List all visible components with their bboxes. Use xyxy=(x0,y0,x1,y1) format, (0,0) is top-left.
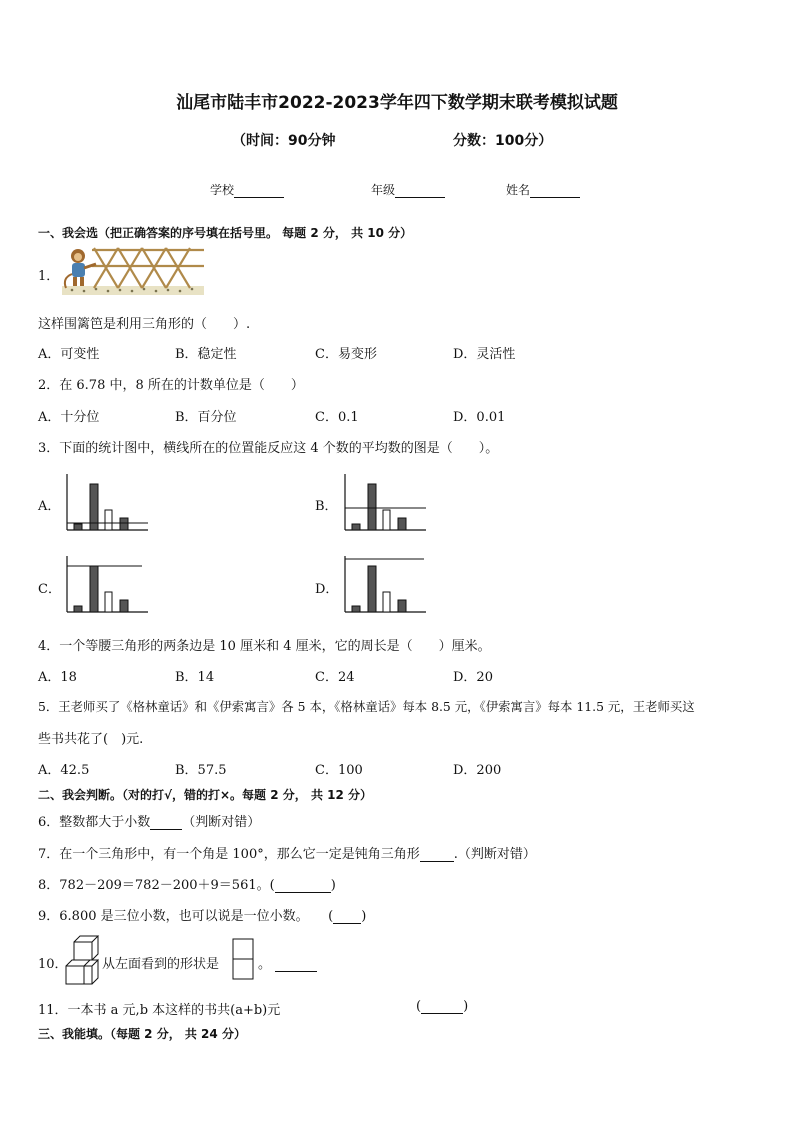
q10-number: 10． xyxy=(38,957,68,972)
q2-text: 2．在 6.78 中，8 所在的计数单位是（ ） xyxy=(38,378,304,393)
q5-option-b[interactable]: B．57.5 xyxy=(175,763,227,778)
left-view-shape xyxy=(232,938,256,982)
q8-tail: ) xyxy=(330,878,336,893)
q6-answer-blank[interactable] xyxy=(150,829,182,830)
school-blank[interactable] xyxy=(234,197,284,198)
bar-2 xyxy=(90,566,98,612)
q4-option-a[interactable]: A．18 xyxy=(38,670,77,685)
q3-label-b[interactable]: B． xyxy=(315,499,338,514)
q8 xyxy=(38,874,336,893)
q10-tail xyxy=(258,953,317,972)
q4-option-c[interactable]: C．24 xyxy=(315,670,355,685)
q5-text-line1: 5．王老师买了《格林童话》和《伊索寓言》各 5 本，《格林童话》每本 8.5 元，《伊索寓言》每本 11.5 元，王老师买这 xyxy=(38,699,695,714)
q8-text: 8．782－209＝782－200＋9＝561。( xyxy=(38,878,275,893)
q1-number: 1． xyxy=(38,269,60,284)
q1-option-b[interactable]: B．稳定性 xyxy=(175,347,237,362)
bar-3 xyxy=(105,510,112,530)
q7-tail: .（判断对错） xyxy=(453,847,536,862)
q3-chart-d[interactable] xyxy=(340,556,430,614)
q2-option-d[interactable]: D．0.01 xyxy=(453,410,506,425)
bar-1 xyxy=(352,606,360,612)
section2-heading: 二、我会判断。（对的打√，错的打×。每题 2 分， 共 12 分） xyxy=(38,788,372,802)
grade-blank[interactable] xyxy=(395,197,445,198)
page-title: 汕尾市陆丰市2022-2023学年四下数学期末联考模拟试题 xyxy=(176,93,618,113)
name-field xyxy=(506,181,580,198)
school-label: 学校 xyxy=(210,183,235,197)
q6-tail: （判断对错） xyxy=(182,815,261,830)
bar-4 xyxy=(120,518,128,530)
q4-option-b[interactable]: B．14 xyxy=(175,670,215,685)
grade-field xyxy=(371,181,445,198)
q7-answer-blank[interactable] xyxy=(420,861,454,862)
q11-answer-blank[interactable] xyxy=(421,1013,463,1014)
q8-answer-blank[interactable] xyxy=(275,892,331,893)
q11-answer xyxy=(416,999,468,1014)
q9-tail: ) xyxy=(361,909,367,924)
name-blank[interactable] xyxy=(530,197,580,198)
q1-option-a[interactable]: A．可变性 xyxy=(38,347,100,362)
bar-1 xyxy=(352,524,360,530)
q2-option-c[interactable]: C．0.1 xyxy=(315,410,359,425)
bar-4 xyxy=(398,518,406,530)
q3-chart-b[interactable] xyxy=(340,474,430,532)
total-score: 分数：100分） xyxy=(453,133,553,149)
q5-option-a[interactable]: A．42.5 xyxy=(38,763,90,778)
q3-label-c[interactable]: C． xyxy=(38,582,61,597)
bar-1 xyxy=(74,606,82,612)
q3-label-d[interactable]: D． xyxy=(315,582,339,597)
q1-text: 这样围篱笆是利用三角形的（ ）. xyxy=(38,317,251,332)
grade-label: 年级 xyxy=(371,183,396,197)
fence-illustration xyxy=(62,244,204,296)
q10-period: 。 xyxy=(258,957,272,972)
name-label: 姓名 xyxy=(506,183,531,197)
q5-option-d[interactable]: D．200 xyxy=(453,763,502,778)
bar-2 xyxy=(368,484,376,530)
q10-answer-blank[interactable] xyxy=(275,971,317,972)
bar-4 xyxy=(398,600,406,612)
q5-option-c[interactable]: C．100 xyxy=(315,763,363,778)
q1-option-d[interactable]: D．灵活性 xyxy=(453,347,516,362)
school-field xyxy=(210,181,284,198)
bar-3 xyxy=(105,592,112,612)
q9-answer-blank[interactable] xyxy=(333,923,361,924)
q7-text: 7．在一个三角形中，有一个角是 100°，那么它一定是钝角三角形 xyxy=(38,847,420,862)
bar-1 xyxy=(74,524,82,530)
bar-2 xyxy=(368,566,376,612)
q3-label-a[interactable]: A． xyxy=(38,499,61,514)
q6-text: 6．整数都大于小数 xyxy=(38,815,151,830)
q3-chart-c[interactable] xyxy=(62,556,152,614)
cube-stack-figure xyxy=(66,934,102,986)
q1-option-c[interactable]: C．易变形 xyxy=(315,347,377,362)
q6 xyxy=(38,811,260,830)
q3-chart-a[interactable] xyxy=(62,474,152,532)
section1-heading: 一、我会选（把正确答案的序号填在括号里。 每题 2 分， 共 10 分） xyxy=(38,226,413,240)
q9 xyxy=(38,905,366,924)
section3-heading: 三、我能填。（每题 2 分， 共 24 分） xyxy=(38,1027,246,1041)
q4-option-d[interactable]: D．20 xyxy=(453,670,493,685)
q5-text-line2: 些书共花了( )元. xyxy=(38,732,144,747)
q7 xyxy=(38,843,536,862)
q2-option-b[interactable]: B．百分位 xyxy=(175,410,237,425)
q11-text: 11．一本书 a 元,b 本这样的书共(a+b)元 xyxy=(38,1003,281,1018)
bar-3 xyxy=(383,592,390,612)
q3-text: 3．下面的统计图中，横线所在的位置能反应这 4 个数的平均数的图是（ ）。 xyxy=(38,441,499,456)
bar-3 xyxy=(383,510,390,530)
q10-text: 从左面看到的形状是 xyxy=(102,957,220,972)
q9-text: 9．6.800 是三位小数，也可以说是一位小数。 ( xyxy=(38,909,334,924)
bar-4 xyxy=(120,600,128,612)
q11-paren-open: ( xyxy=(416,999,422,1014)
q4-text: 4．一个等腰三角形的两条边是 10 厘米和 4 厘米，它的周长是（ ）厘米。 xyxy=(38,639,491,654)
q11-paren-close: ) xyxy=(463,999,469,1014)
q2-option-a[interactable]: A．十分位 xyxy=(38,410,100,425)
time-limit: （时间：90分钟 xyxy=(232,133,336,149)
